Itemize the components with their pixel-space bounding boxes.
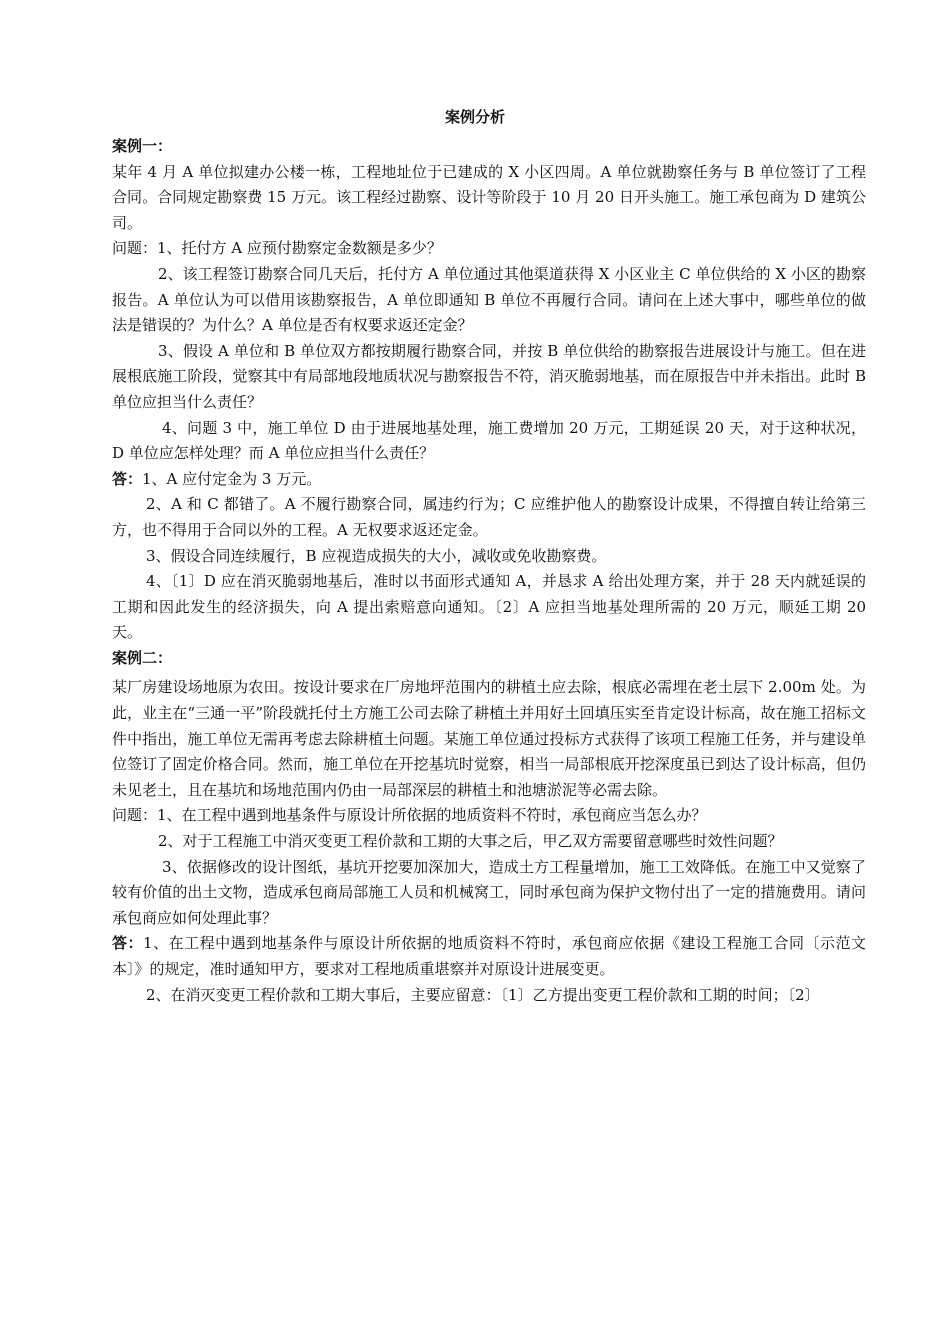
case-one-answer-3: 3、假设合同连续履行，B 应视造成损失的大小，减收或免收勘察费。	[146, 546, 607, 565]
case-one-intro: 某年 4 月 A 单位拟建办公楼一栋，工程地址位于已建成的 X 小区四周。A 单位就勘察任务与 B 单位签订了工程合同。合同规定勘察费 15 万元。该工程经过勘察、设计等阶段于 10 月 20 日开头施工。施工承包商为 D 建筑公司。	[112, 162, 866, 232]
case-one-question-4: 4、问题 3 中，施工单位 D 由于进展地基处理，施工费增加 20 万元，工期延误 20 天，对于这种状况，D 单位应怎样处理？而 A 单位应担当什么责任？	[112, 418, 866, 463]
case-one-question-2: 2、该工程签订勘察合同几天后，托付方 A 单位通过其他渠道获得 X 小区业主 C 单位供给的 X 小区的勘察报告。A 单位认为可以借用该勘察报告，A 单位即通知 B 单位不再履行合同。请问在上述大事中，哪些单位的做法是错误的？为什么？A 单位是否有权要求返还定金？	[112, 264, 866, 335]
case-two-answer-1	[112, 931, 866, 982]
case-two-question-1: 问题：1、在工程中遇到地基条件与原设计所依据的地质资料不符时，承包商应当怎么办？	[112, 806, 707, 825]
case-two-question-3: 3、依据修改的设计图纸，基坑开挖要加深加大，造成土方工程量增加，施工工效降低。在施工中又觉察了较有价值的出土文物，造成承包商局部施工人员和机械窝工，同时承包商为保护文物付出了一定的措施费用。请问承包商应如何处理此事？	[112, 857, 866, 927]
case-one-answer-1-text: 1、A 应付定金为 3 万元。	[142, 469, 322, 488]
case-two-intro: 某厂房建设场地原为农田。按设计要求在厂房地坪范围内的耕植土应去除，根底必需埋在老土层下 2.00m 处。为此，业主在“三通一平”阶段就托付土方施工公司去除了耕植土并用好土回填压实至肯定设计标高，故在施工招标文件中指出，施工单位无需再考虑去除耕植土问题。某施工单位通过投标方式获得了该项工程施工任务，并与建设单位签订了固定价格合同。然而，施工单位在开挖基坑时觉察，相当一局部根底开挖深度虽已到达了设计标高，但仍未见老土，且在基坑和场地范围内仍由一局部深层的耕植土和池塘淤泥等必需去除。	[112, 678, 866, 799]
case-two-answer-1-text: 1、在工程中遇到地基条件与原设计所依据的地质资料不符时，承包商应依据《建设工程施工合同〔示范文本〕》的规定，准时通知甲方，要求对工程地质重堪察并对原设计进展变更。	[112, 934, 866, 978]
case-two-heading: 案例二：	[112, 648, 173, 667]
document-body	[112, 134, 866, 1008]
document-title: 案例分析	[444, 108, 505, 126]
case-one-answer-1	[112, 467, 866, 493]
case-one-answer-4: 4、〔1〕D 应在消灭脆弱地基后，准时以书面形式通知 A，并恳求 A 给出处理方案，并于 28 天内就延误的工期和因此发生的经济损失，向 A 提出索赔意向通知。〔2〕A 应担当地基处理所需的 20 万元，顺延工期 20 天。	[112, 572, 866, 642]
case-two-section	[112, 646, 866, 1008]
case-one-section	[112, 134, 866, 646]
case-one-answer-2: 2、A 和 C 都错了。A 不履行勘察合同，属违约行为；C 应维护他人的勘察设计成果，不得擅自转让给第三方，也不得用于合同以外的工程。A 无权要求返还定金。	[112, 495, 866, 539]
case-one-question-1: 问题：1、托付方 A 应预付勘察定金数额是多少？	[112, 239, 442, 258]
case-one-heading: 案例一：	[112, 137, 173, 155]
case-two-answer-2: 2、在消灭变更工程价款和工期大事后，主要应留意：〔1〕乙方提出变更工程价款和工期的时间；〔2〕	[146, 985, 820, 1004]
case-one-question-3: 3、假设 A 单位和 B 单位双方都按期履行勘察合同，并按 B 单位供给的勘察报告进展设计与施工。但在进展根底施工阶段，觉察其中有局部地段地质状况与勘察报告不符，消灭脆弱地基，而在原报告中并未指出。此时 B 单位应担当什么责任？	[112, 341, 866, 411]
case-one-answer-label: 答：	[112, 469, 143, 488]
case-two-answer-label: 答：	[112, 934, 144, 953]
case-two-question-2: 2、对于工程施工中消灭变更工程价款和工期的大事之后，甲乙双方需要留意哪些时效性问题？	[158, 832, 783, 851]
